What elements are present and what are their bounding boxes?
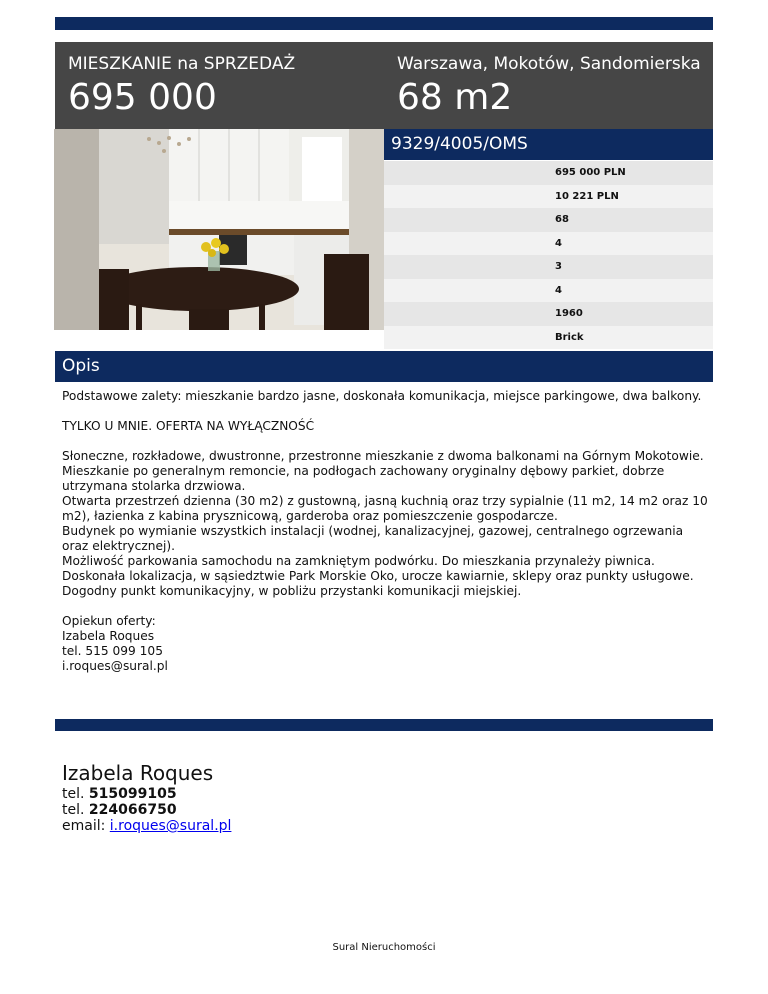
spec-row: Brick [384,326,713,350]
agent-email [62,818,231,834]
location: Warszawa, Mokotów, Sandomierska [397,54,701,74]
description-body [62,389,712,689]
description-paragraph [62,449,712,599]
spec-table [384,161,713,349]
header-left [68,54,295,118]
email-link[interactable]: i.roques@sural.pl [109,818,232,834]
listing-header [55,42,713,129]
property-photo [54,129,384,330]
agent-phone-2 [62,802,231,818]
top-accent-bar [55,17,713,30]
reference-number: 9329/4005/OMS [384,129,713,160]
description-line: Izabela Roques [62,629,155,643]
email-label: email: [62,818,110,834]
description-line: TYLKO U MNIE. OFERTA NA WYŁĄCZNOŚĆ [62,419,315,433]
phone-number: 515099105 [88,786,177,802]
description-line: i.roques@sural.pl [62,659,168,673]
spec-row: 10 221 PLN [384,185,713,209]
description-heading: Opis [55,351,713,382]
property-type-label: MIESZKANIE na SPRZEDAŻ [68,54,296,74]
description-line: Doskonała lokalizacja, w sąsiedztwie Park Morskie Oko, urocze kawiarnie, sklepy oraz punkty usługowe. Dogodny punkt komunikacyjny, w pobliżu przystanki komunikacji miejskiej. [62,569,694,598]
description-line: Słoneczne, rozkładowe, dwustronne, przestronne mieszkanie z dwoma balkonami na Górnym Mokotowie. [62,449,704,463]
spec-row: 695 000 PLN [384,161,713,185]
spec-row: 4 [384,232,713,256]
description-line: Otwarta przestrzeń dzienna (30 m2) z gustowną, jasną kuchnią oraz trzy sypialnie (11 m2, 14 m2 oraz 10 m2), łazienka z kabina prysznicową, garderoba oraz pomieszczenie gospodarcze. [62,494,708,523]
phone-label: tel. [62,802,89,818]
footer: Sural Nieruchomości [332,942,436,953]
description-paragraph [62,419,712,434]
spec-row: 68 [384,208,713,232]
description-line: Mieszkanie po generalnym remoncie, na podłogach zachowany oryginalny dębowy parkiet, dobrze utrzymana stolarka drzwiowa. [62,464,665,493]
bottom-accent-bar [55,719,713,731]
description-paragraph [62,614,712,674]
description-line: Podstawowe zalety: mieszkanie bardzo jasne, doskonała komunikacja, miejsce parkingowe, dwa balkony. [62,389,702,403]
price: 695 000 [68,77,217,118]
description-paragraph [62,389,712,404]
agent-phone-1 [62,786,231,802]
agent-name: Izabela Roques [62,761,214,785]
spec-row: 3 [384,255,713,279]
description-line: tel. 515 099 105 [62,644,163,658]
description-line: Budynek po wymianie wszystkich instalacji (wodnej, kanalizacyjnej, gazowej, centralnego ogrzewania oraz elektrycznej). [62,524,684,553]
header-right [397,54,701,118]
phone-number: 224066750 [88,802,177,818]
spec-row: 1960 [384,302,713,326]
agent-contact [62,760,231,834]
description-line: Opiekun oferty: [62,614,156,628]
area: 68 m2 [397,77,513,118]
description-line: Możliwość parkowania samochodu na zamkniętym podwórku. Do mieszkania przynależy piwnica. [62,554,655,568]
spec-row: 4 [384,279,713,303]
phone-label: tel. [62,786,89,802]
